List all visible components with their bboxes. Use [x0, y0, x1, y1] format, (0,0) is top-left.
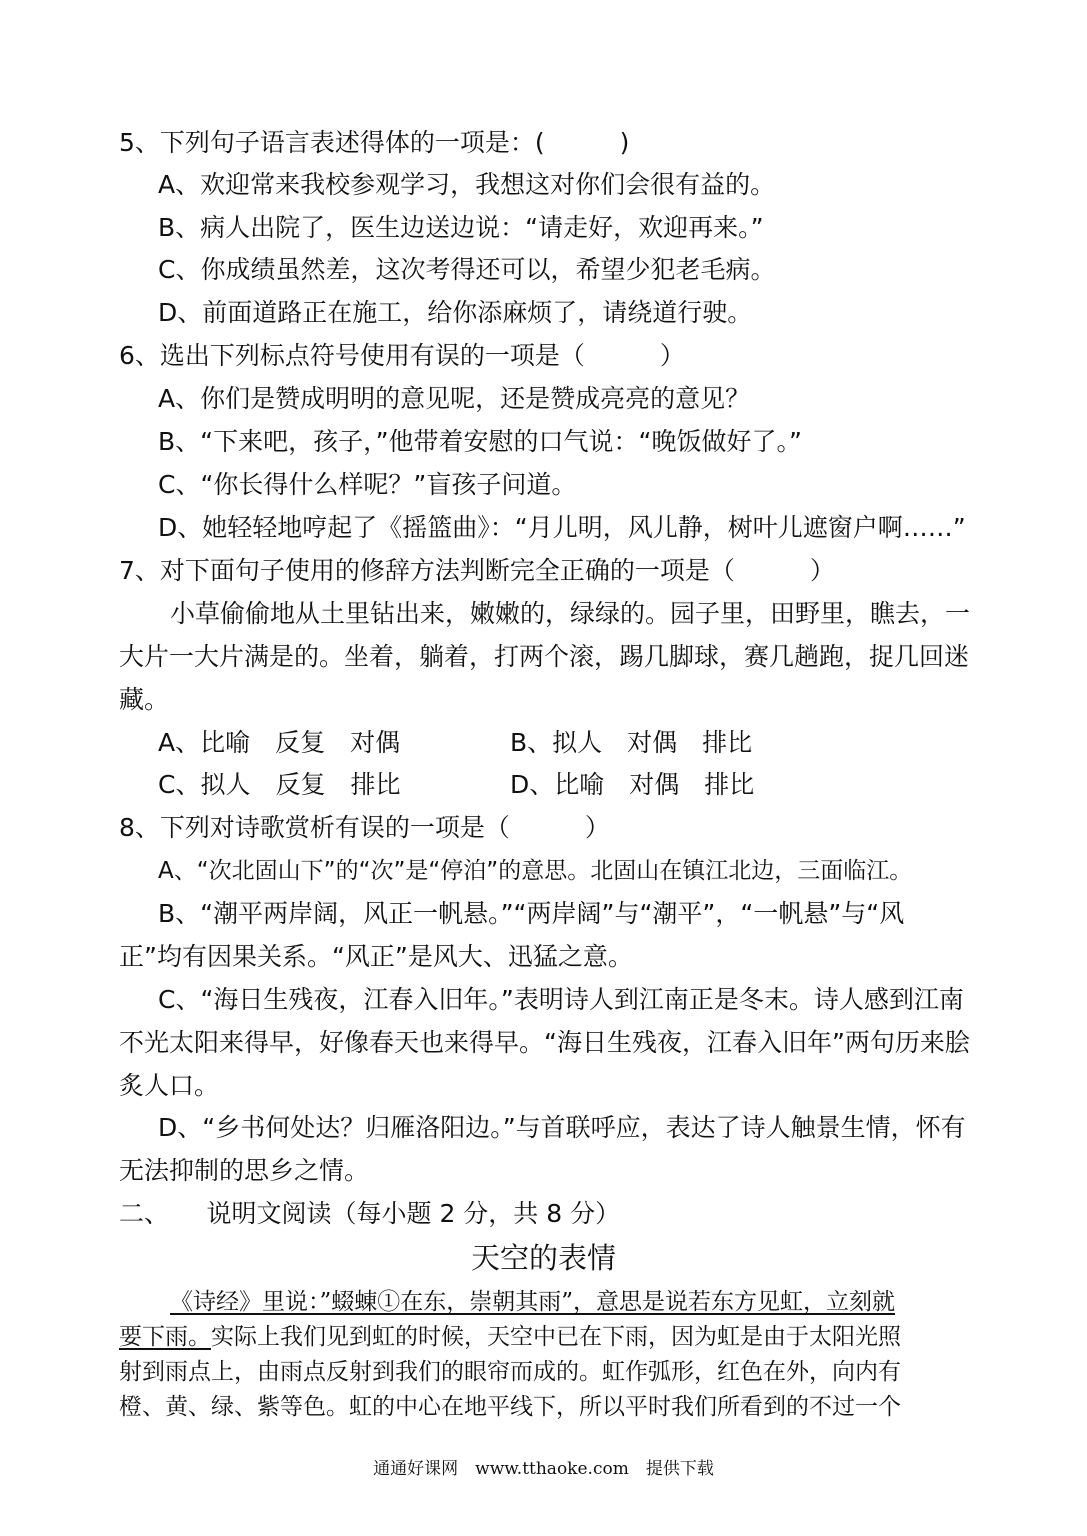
q7-passage-line: 大片一大片满是的。坐着，躺着，打两个滚，踢几脚球，赛几趟跑，捉几回迷 [119, 642, 970, 671]
article-line: 射到雨点上，由雨点反射到我们的眼帘而成的。虹作弧形，红色在外，向内有 [119, 1359, 901, 1385]
article-underlined-fragment: 要下雨。 [119, 1324, 211, 1350]
q7-stem: 7、对下面句子使用的修辞方法判断完全正确的一项是（ ） [119, 556, 835, 585]
section-heading: 二、 说明文阅读（每小题 2 分，共 8 分） [119, 1199, 621, 1228]
q8-option-c-line: 炙人口。 [119, 1071, 220, 1100]
q7-option-d: D、比喻 对偶 排比 [510, 770, 755, 799]
q6-option-c: C、“你长得什么样呢？”盲孩子问道。 [158, 470, 577, 499]
q7-passage-line: 藏。 [119, 685, 170, 714]
q8-stem: 8、下列对诗歌赏析有误的一项是（ ） [119, 813, 610, 842]
q6-stem: 6、选出下列标点符号使用有误的一项是（ ） [119, 341, 685, 370]
q5-option-d: D、前面道路正在施工，给你添麻烦了，请绕道行驶。 [158, 298, 753, 327]
q8-option-b-line: B、“潮平两岸阔，风正一帆悬。”“两岸阔”与“潮平”，“一帆悬”与“风 [158, 899, 905, 928]
download-footer: 通通好课网 www.tthaoke.com 提供下载 [373, 1459, 714, 1479]
q5-option-b: B、病人出院了，医生边送边说：“请走好，欢迎再来。” [158, 213, 764, 242]
q5-stem: 5、下列句子语言表述得体的一项是：( ) [119, 128, 630, 157]
q8-option-a: A、“次北固山下”的“次”是“停泊”的意思。北固山在镇江北边，三面临江。 [158, 858, 913, 884]
q7-passage-line: 小草偷偷地从土里钻出来，嫩嫩的，绿绿的。园子里，田野里，瞧去，一 [170, 599, 971, 628]
article-text-fragment: 实际上我们见到虹的时候，天空中已在下雨，因为虹是由于太阳光照 [211, 1324, 901, 1350]
q6-option-b: B、“下来吧，孩子，”他带着安慰的口气说：“晚饭做好了。” [158, 427, 802, 456]
q7-option-c: C、拟人 反复 排比 [158, 770, 401, 799]
q8-option-c-line: C、“海日生残夜，江春入旧年。”表明诗人到江南正是冬末。诗人感到江南 [158, 985, 964, 1014]
q7-option-b: B、拟人 对偶 排比 [510, 728, 753, 757]
article-title: 天空的表情 [470, 1241, 616, 1275]
article-line: 橙、黄、绿、紫等色。虹的中心在地平线下，所以平时我们所看到的不过一个 [119, 1394, 901, 1420]
q8-option-c-line: 不光太阳来得早，好像春天也来得早。“海日生残夜，江春入旧年”两句历来脍 [119, 1028, 970, 1057]
q6-option-d: D、她轻轻地哼起了《摇篮曲》：“月儿明，风儿静，树叶儿遮窗户啊……” [158, 513, 966, 542]
article-line [119, 1322, 901, 1352]
q7-option-a: A、比喻 反复 对偶 [158, 728, 401, 757]
q8-option-d-line: D、“乡书何处达？归雁洛阳边。”与首联呼应，表达了诗人触景生情，怀有 [158, 1113, 966, 1142]
article-line: 《诗经》里说：”蝃蝀①在东，崇朝其雨”，意思是说若东方见虹，立刻就 [170, 1289, 896, 1315]
q6-option-a: A、你们是赞成明明的意见呢，还是赞成亮亮的意见？ [158, 384, 751, 413]
q8-option-d-line: 无法抑制的思乡之情。 [119, 1156, 370, 1185]
q5-option-a: A、欢迎常来我校参观学习，我想这对你们会很有益的。 [158, 170, 776, 199]
q8-option-b-line: 正”均有因果关系。“风正”是风大、迅猛之意。 [119, 942, 633, 971]
q5-option-c: C、你成绩虽然差，这次考得还可以，希望少犯老毛病。 [158, 255, 776, 284]
